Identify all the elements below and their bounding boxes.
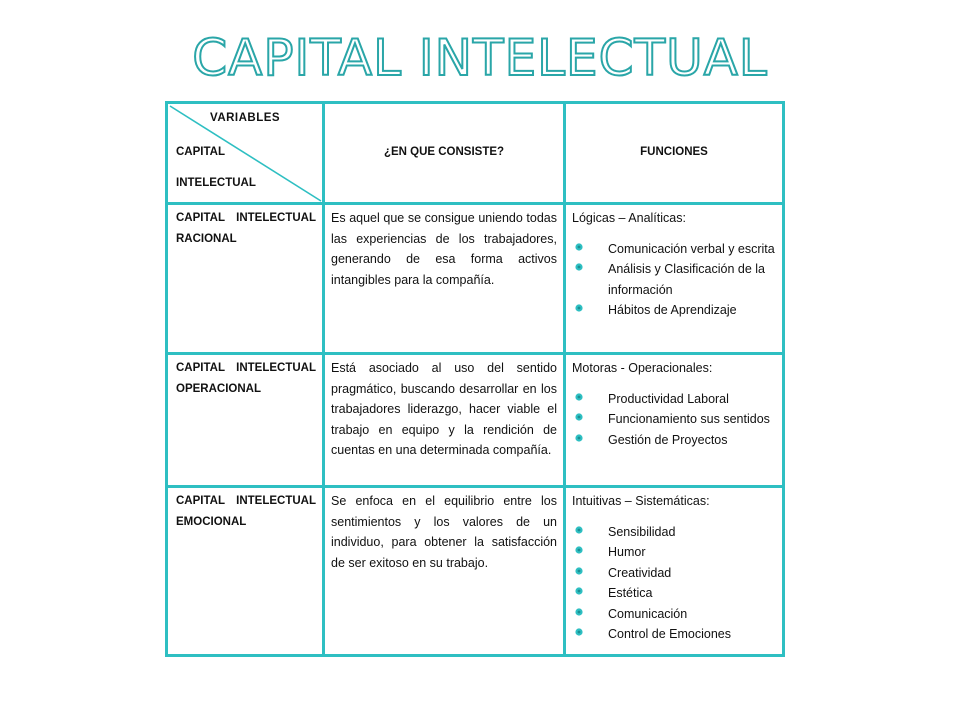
function-item: Funcionamiento sus sentidos bbox=[608, 412, 770, 426]
list-item bbox=[572, 300, 778, 321]
bullet-icon bbox=[574, 433, 584, 443]
list-item bbox=[572, 239, 778, 260]
column-header-funciones: FUNCIONES bbox=[640, 146, 708, 158]
row-functions-emocional bbox=[572, 491, 778, 645]
function-item: Creatividad bbox=[608, 565, 672, 580]
row-functions-racional bbox=[572, 208, 778, 321]
row-name-emocional: CAPITAL INTELECTUAL EMOCIONAL bbox=[176, 495, 316, 528]
corner-header-cell bbox=[168, 104, 322, 202]
list-item bbox=[572, 604, 778, 625]
bullet-icon bbox=[574, 303, 584, 313]
table-divider-vertical bbox=[563, 104, 566, 654]
function-item: Análisis y Clasificación de la información bbox=[608, 262, 766, 297]
list-item bbox=[572, 583, 778, 604]
table-divider-vertical bbox=[322, 104, 325, 654]
functions-list bbox=[572, 389, 778, 451]
function-item: Hábitos de Aprendizaje bbox=[608, 303, 737, 317]
row-name-racional: CAPITAL INTELECTUAL RACIONAL bbox=[176, 212, 316, 245]
bullet-icon bbox=[574, 607, 584, 617]
list-item bbox=[572, 542, 778, 563]
function-item: Control de Emociones bbox=[608, 627, 731, 641]
list-item bbox=[572, 522, 778, 543]
functions-list bbox=[572, 522, 778, 645]
page-title: CAPITAL INTELECTUAL bbox=[192, 29, 768, 87]
function-item: Comunicación bbox=[608, 606, 688, 621]
table-divider-horizontal bbox=[168, 202, 782, 205]
functions-title: Motoras - Operacionales: bbox=[572, 361, 713, 375]
intelectual-label: INTELECTUAL bbox=[176, 177, 256, 189]
row-functions-operacional bbox=[572, 358, 778, 450]
bullet-icon bbox=[574, 242, 584, 252]
row-description-racional: Es aquel que se consigue uniendo todas las experiencias de los trabajadores, generando de esa forma activos intangibles para la compañía. bbox=[331, 211, 557, 287]
functions-title: Lógicas – Analíticas: bbox=[572, 211, 686, 225]
list-item bbox=[572, 389, 778, 410]
function-item: Sensibilidad bbox=[608, 524, 676, 539]
function-item: Gestión de Proyectos bbox=[608, 432, 728, 447]
bullet-icon bbox=[574, 627, 584, 637]
list-item bbox=[572, 259, 778, 300]
bullet-icon bbox=[574, 586, 584, 596]
column-header-consiste: ¿EN QUE CONSISTE? bbox=[383, 146, 505, 158]
functions-title: Intuitivas – Sistemáticas: bbox=[572, 494, 710, 508]
function-item: Productividad Laboral bbox=[608, 391, 729, 406]
capital-table bbox=[165, 101, 785, 657]
function-item: Comunicación verbal y escrita bbox=[608, 241, 775, 256]
function-item: Humor bbox=[608, 545, 646, 559]
row-description-operacional: Está asociado al uso del sentido pragmático, buscando desarrollar en los trabajadores liderazgo, hacer viable el trabajo en equipo y la rendición de cuentas en una determinada compañía. bbox=[331, 361, 557, 457]
row-name-operacional: CAPITAL INTELECTUAL OPERACIONAL bbox=[176, 362, 316, 395]
table-divider-horizontal bbox=[168, 352, 782, 355]
bullet-icon bbox=[574, 392, 584, 402]
bullet-icon bbox=[574, 262, 584, 272]
variables-label: VARIABLES bbox=[210, 112, 281, 124]
function-item: Estética bbox=[608, 586, 653, 600]
bullet-icon bbox=[574, 566, 584, 576]
functions-list bbox=[572, 239, 778, 321]
list-item bbox=[572, 430, 778, 451]
row-description-emocional: Se enfoca en el equilibrio entre los sentimientos y los valores de un individuo, para obtener la satisfacción de ser exitoso en su trabajo. bbox=[331, 494, 557, 570]
list-item bbox=[572, 409, 778, 430]
capital-label: CAPITAL bbox=[176, 146, 225, 158]
bullet-icon bbox=[574, 525, 584, 535]
list-item bbox=[572, 563, 778, 584]
list-item bbox=[572, 624, 778, 645]
bullet-icon bbox=[574, 412, 584, 422]
bullet-icon bbox=[574, 545, 584, 555]
table-divider-horizontal bbox=[168, 485, 782, 488]
